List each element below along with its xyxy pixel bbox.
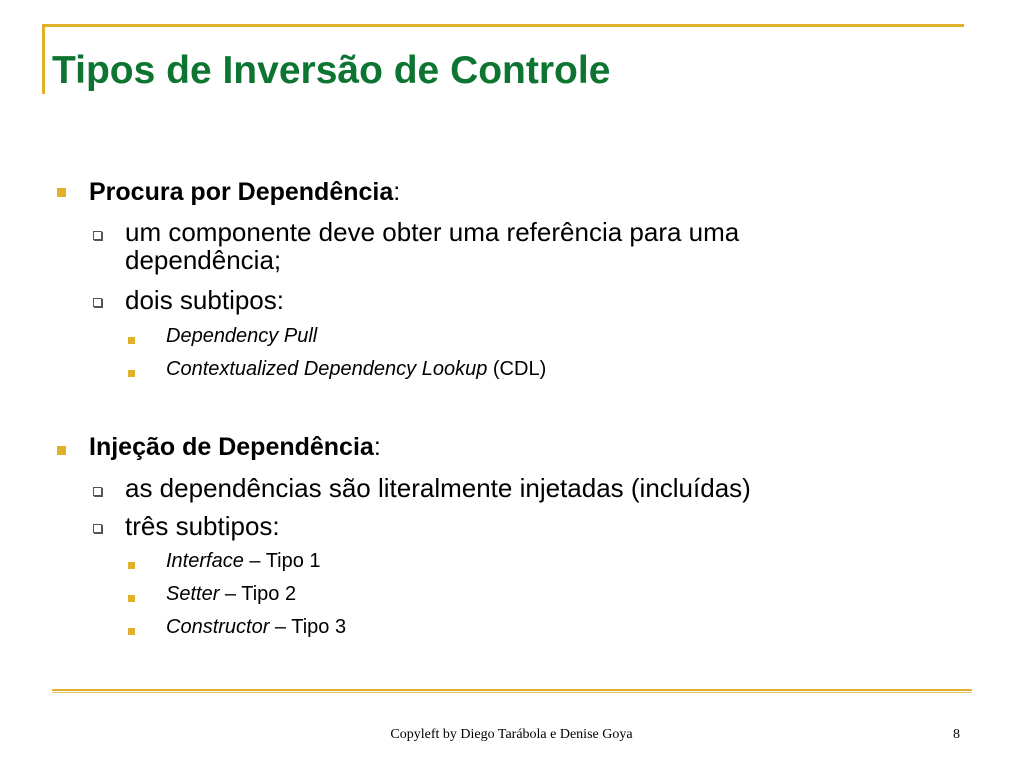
sub-item-rest: – Tipo 3 [269, 616, 347, 638]
small-square-bullet-icon [128, 595, 135, 602]
section-heading-procura [89, 177, 400, 207]
page-number: 8 [953, 727, 960, 742]
slide-title: Tipos de Inversão de Controle [52, 49, 611, 92]
hollow-square-bullet-icon [93, 524, 102, 533]
list-item-line-continuation: dependência; [125, 245, 282, 275]
footer-credit: Copyleft by Diego Tarábola e Denise Goya [390, 727, 633, 742]
sub-item-italic: Setter [166, 583, 220, 605]
list-item: as dependências são literalmente injetadas (incluídas) [125, 473, 751, 503]
section-heading-colon: : [373, 433, 381, 461]
frame-top-border [42, 24, 964, 27]
list-item: três subtipos: [125, 511, 280, 541]
sub-list-item [166, 548, 321, 574]
frame-left-border [42, 24, 45, 94]
sub-list-item [166, 581, 296, 607]
sub-item-italic: Constructor [166, 616, 270, 638]
list-item: dois subtipos: [125, 285, 284, 315]
sub-item-italic: Interface [166, 550, 244, 572]
small-square-bullet-icon [128, 337, 135, 344]
section-heading-text: Procura por Dependência [89, 178, 394, 206]
sub-item-rest: – Tipo 2 [219, 583, 297, 605]
section-heading-text: Injeção de Dependência [89, 433, 374, 461]
hollow-square-bullet-icon [93, 487, 102, 496]
section-heading-colon: : [393, 178, 401, 206]
hollow-square-bullet-icon [93, 298, 102, 307]
sub-list-item [166, 323, 317, 349]
small-square-bullet-icon [128, 370, 135, 377]
small-square-bullet-icon [128, 628, 135, 635]
sub-list-item [166, 614, 346, 640]
sub-item-italic: Contextualized Dependency Lookup [166, 358, 488, 380]
square-bullet-icon [57, 446, 66, 455]
list-item-line: um componente deve obter uma referência para uma [125, 217, 740, 247]
sub-item-rest: – Tipo 1 [243, 550, 321, 572]
small-square-bullet-icon [128, 562, 135, 569]
footer-divider [52, 689, 972, 691]
square-bullet-icon [57, 188, 66, 197]
hollow-square-bullet-icon [93, 231, 102, 240]
footer-divider-shadow [52, 692, 972, 693]
sub-item-italic: Dependency Pull [166, 325, 318, 347]
sub-list-item [166, 356, 546, 382]
sub-item-rest: (CDL) [487, 358, 547, 380]
section-heading-injecao [89, 432, 381, 462]
